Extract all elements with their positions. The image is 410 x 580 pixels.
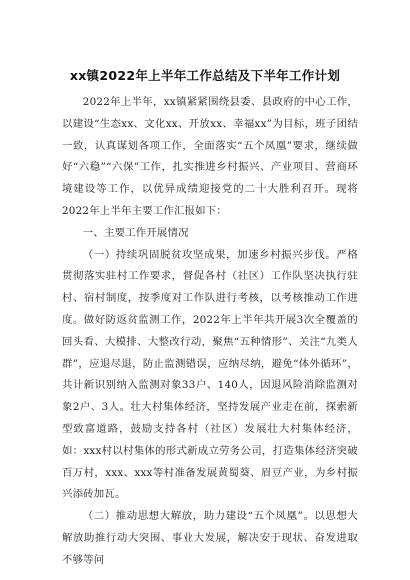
document-body	[62, 92, 358, 572]
section-heading: 一、主要工作开展情况	[82, 226, 189, 239]
body-paragraph-2: （二）推动思想大解放，助力建设“五个凤凰”。以思想大解放助推行动大突围、事业大发展，解决安于现状、奋发进取不够等问	[62, 510, 358, 566]
intro-paragraph: 2022年上半年，xx镇紧紧围绕县委、县政府的中心工作，以建设“生态xx、文化xx、开放xx、幸福xx”为目标，班子团结一致，认真谋划各项工作，全面落实“五个凤凰”要求，继续做好“六稳”“六保”工作，扎实推进乡村振兴、产业项目、营商环境建设等工作，以优异成绩迎接党的二十大胜利召开。现将2022年上半年主要工作汇报如下：	[62, 96, 358, 217]
document-title: xx镇2022年上半年工作总结及下半年工作计划	[69, 68, 341, 83]
body-paragraph-1: （一）持续巩固脱贫攻坚成果，加速乡村振兴步伐。严格贯彻落实驻村工作要求，督促各村（社区）工作队坚决执行驻村、宿村制度，按季度对工作队进行考核，以考核推动工作进度。做好防返贫监测工作，2022年上半年共开展3次全覆盖的回头看、大模排、大整改行动，聚焦“五种情形”、关注“九类人群”，应退尽退，防止监测错误，应纳尽纳，避免“体外循环”，共计新识别纳入监测对象33户、140人，因退风险消除监测对象2户、3人。壮大村集体经济，坚持发展产业走在前，探索新型致富道路，鼓励支持各村（社区）发展壮大村集体经济，如：xxx村以村集体的形式新成立劳务公司，打造集体经济突破百万村，xxx、xxx等村准备发展黄蜀葵、眉豆产业，为乡村振兴添砖加瓦。	[62, 248, 358, 501]
